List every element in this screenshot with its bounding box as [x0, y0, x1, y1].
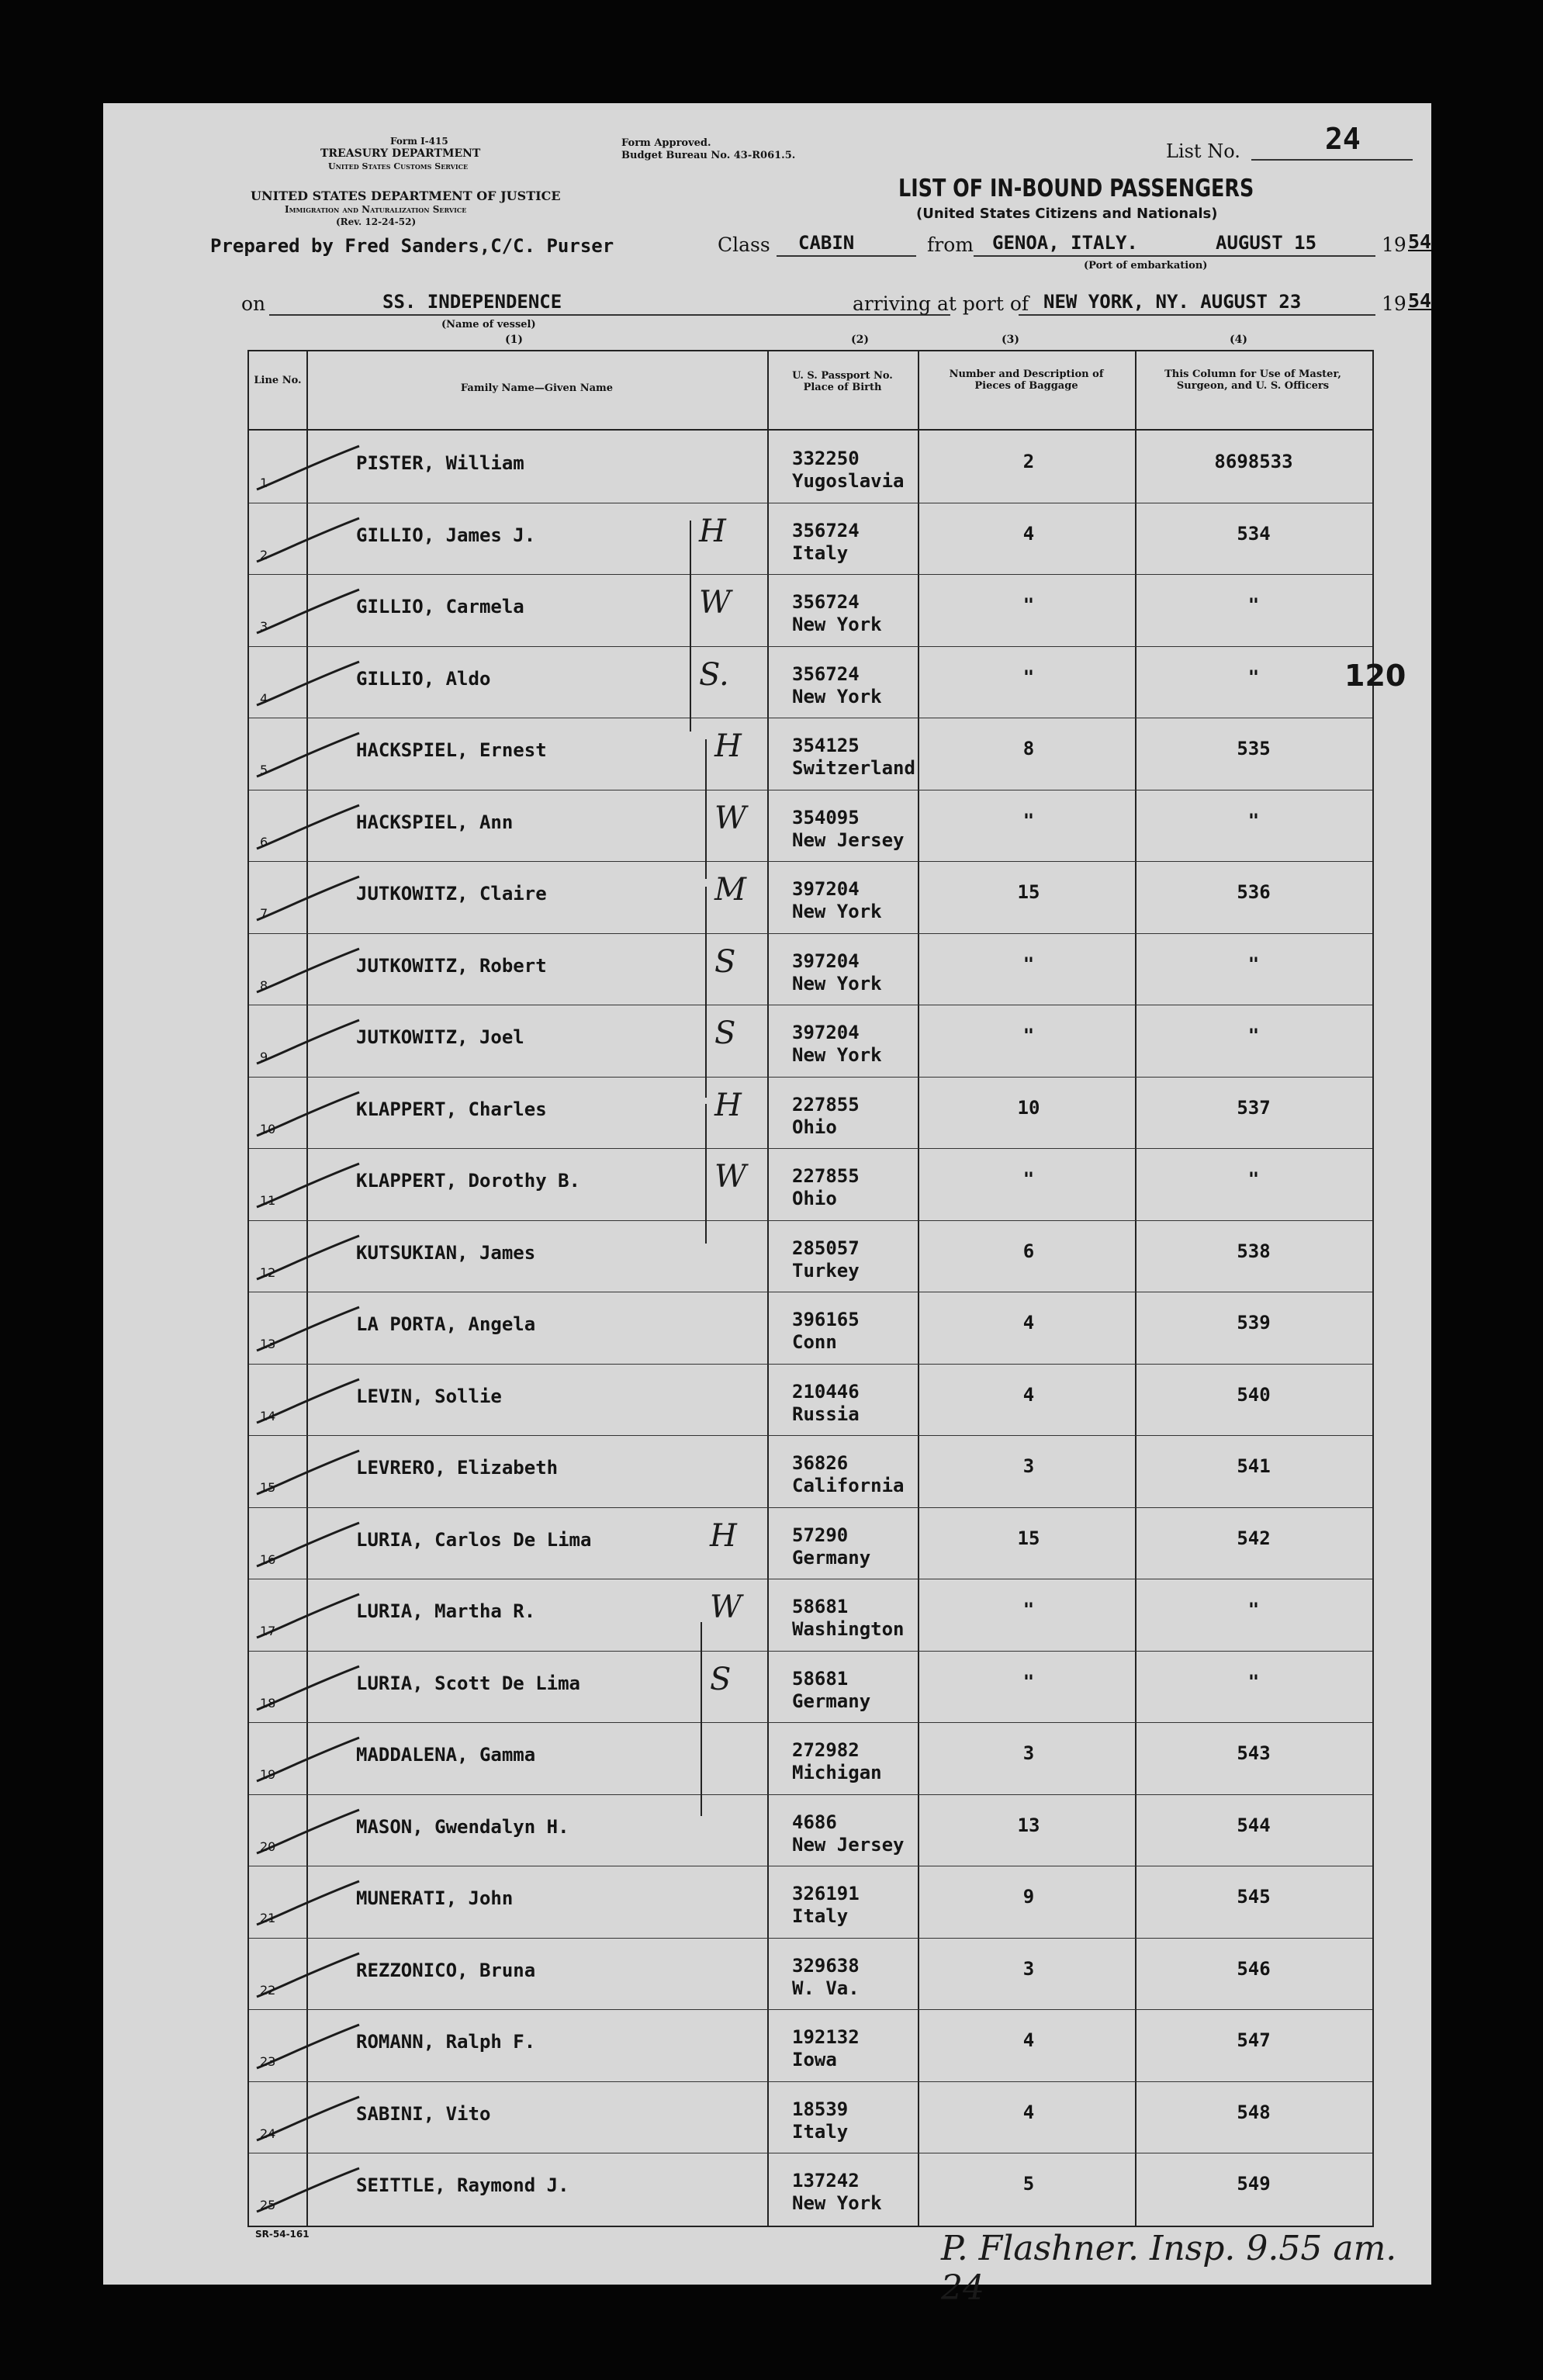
- vessel-name: SS. INDEPENDENCE: [382, 291, 562, 313]
- col-header-name: Family Name—Given Name: [460, 382, 614, 394]
- passenger-name: HACKSPIEL, Ernest: [356, 739, 547, 761]
- passport-birthplace: [792, 1524, 870, 1569]
- on-label: on: [241, 292, 266, 315]
- passport-birthplace: [792, 2098, 848, 2143]
- officer-entry: 543: [1237, 1742, 1271, 1764]
- baggage-count: 4: [1022, 1312, 1035, 1334]
- passport-number: 4686: [792, 1811, 837, 1833]
- baggage-count: 8: [1022, 738, 1035, 759]
- family-bracket: [705, 887, 707, 1098]
- passport-birthplace: [792, 2026, 860, 2071]
- passport-number: 329638: [792, 1954, 860, 1977]
- passenger-name: REZZONICO, Bruna: [356, 1959, 536, 1981]
- line-number: 5: [260, 763, 268, 777]
- arrival-year: 54: [1408, 289, 1432, 312]
- passenger-name: KLAPPERT, Charles: [356, 1098, 547, 1120]
- list-subtitle: (United States Citizens and Nationals): [916, 206, 1218, 222]
- place-of-birth: Iowa: [792, 2049, 837, 2070]
- line-number: 2: [260, 547, 268, 562]
- line-number: 14: [260, 1408, 276, 1424]
- passport-number: 354095: [792, 806, 860, 829]
- officer-entry: ": [1247, 1025, 1260, 1046]
- passport-birthplace: [792, 1165, 860, 1210]
- col-num-1: (1): [505, 334, 523, 346]
- passport-number: 285057: [792, 1237, 860, 1259]
- baggage-count: ": [1022, 666, 1035, 688]
- baggage-count: 15: [1017, 1527, 1040, 1549]
- line-number: 12: [260, 1264, 276, 1280]
- passenger-name: MASON, Gwendalyn H.: [356, 1815, 569, 1838]
- budget-bureau-no: Budget Bureau No. 43-R061.5.: [621, 150, 796, 161]
- officer-entry: 547: [1237, 2029, 1271, 2051]
- passport-number: 356724: [792, 519, 860, 541]
- officer-entry: 548: [1237, 2101, 1271, 2123]
- passport-number: 356724: [792, 662, 860, 685]
- list-no-label: List No.: [1166, 140, 1240, 162]
- passport-birthplace: [792, 1094, 860, 1139]
- family-relation-mark: S: [714, 1015, 736, 1051]
- line-number: 3: [260, 619, 268, 634]
- place-of-birth: Turkey: [792, 1259, 860, 1282]
- place-of-birth: Germany: [792, 1690, 871, 1712]
- passenger-name: GILLIO, Aldo: [356, 667, 491, 690]
- place-of-birth: Conn: [792, 1331, 837, 1353]
- passport-number: 227855: [792, 1165, 860, 1187]
- departure-date: AUGUST 15: [1216, 232, 1317, 254]
- officer-entry: 540: [1237, 1383, 1271, 1406]
- officer-entry: 538: [1237, 1240, 1271, 1262]
- from-label: from: [927, 234, 974, 256]
- passport-birthplace: [792, 950, 882, 995]
- form-number: Form I-415: [390, 136, 448, 147]
- place-of-birth: Italy: [792, 541, 849, 564]
- baggage-count: 6: [1022, 1240, 1035, 1262]
- place-of-birth: Germany: [792, 1546, 871, 1569]
- baggage-count: 15: [1017, 881, 1040, 903]
- table-row: [249, 1220, 1372, 1293]
- passenger-name: LEVRERO, Elizabeth: [356, 1457, 559, 1479]
- passenger-name: JUTKOWITZ, Claire: [356, 883, 547, 905]
- passenger-name: KLAPPERT, Dorothy B.: [356, 1170, 580, 1192]
- passenger-name: LURIA, Carlos De Lima: [356, 1528, 592, 1551]
- officer-entry: 545: [1237, 1886, 1271, 1908]
- officer-entry: ": [1247, 666, 1260, 688]
- passport-birthplace: [792, 878, 882, 923]
- class-value: CABIN: [798, 232, 855, 254]
- officer-entry: 536: [1237, 881, 1271, 903]
- place-of-birth: Michigan: [792, 1762, 882, 1783]
- passenger-name: ROMANN, Ralph F.: [356, 2031, 536, 2053]
- baggage-count: 4: [1022, 2101, 1035, 2123]
- port-of-embarkation: GENOA, ITALY.: [992, 232, 1138, 254]
- table-row: [249, 1077, 1372, 1150]
- passport-number: 356724: [792, 591, 860, 613]
- passport-number: 272982: [792, 1739, 860, 1761]
- passport-number: 227855: [792, 1093, 860, 1116]
- table-row: [249, 1435, 1372, 1508]
- passenger-name: JUTKOWITZ, Robert: [356, 954, 547, 977]
- col-header-line-no: Line No.: [254, 375, 302, 386]
- passport-number: 192132: [792, 2026, 860, 2048]
- passenger-name: LEVIN, Sollie: [356, 1385, 502, 1407]
- passport-birthplace: [792, 1309, 860, 1354]
- officer-entry: 544: [1237, 1814, 1271, 1836]
- table-row: [249, 503, 1372, 576]
- passport-number: 210446: [792, 1380, 860, 1403]
- family-relation-mark: S: [714, 943, 736, 980]
- col-header-passport: U. S. Passport No. Place of Birth: [792, 370, 893, 393]
- passenger-name: SABINI, Vito: [356, 2102, 491, 2125]
- passenger-name: GILLIO, James J.: [356, 524, 536, 546]
- place-of-birth: New York: [792, 2192, 882, 2214]
- passport-number: 354125: [792, 735, 860, 756]
- family-relation-mark: W: [699, 585, 732, 621]
- officer-entry: ": [1247, 953, 1260, 975]
- table-row: [249, 1651, 1372, 1724]
- year-prefix: 19: [1382, 234, 1406, 256]
- passport-birthplace: [792, 1811, 905, 1856]
- officer-entry: ": [1247, 809, 1260, 832]
- passport-birthplace: [792, 1452, 905, 1497]
- place-of-birth: New York: [792, 685, 882, 707]
- family-relation-mark: S.: [699, 656, 729, 693]
- family-relation-mark: M: [714, 872, 746, 908]
- place-of-birth: Italy: [792, 1905, 849, 1927]
- place-of-birth: Ohio: [792, 1116, 837, 1138]
- place-of-birth: Italy: [792, 2120, 849, 2143]
- table-row: [249, 2153, 1372, 2225]
- col-header-officers: This Column for Use of Master, Surgeon, and U. S. Officers: [1164, 368, 1341, 392]
- baggage-count: 4: [1022, 1383, 1035, 1406]
- form-revision: (Rev. 12-24-52): [336, 216, 417, 227]
- passport-number: 326191: [792, 1883, 860, 1904]
- officer-entry: 535: [1237, 738, 1271, 759]
- officer-entry: 542: [1237, 1527, 1271, 1549]
- col-num-2: (2): [851, 334, 869, 346]
- list-title: LIST OF IN-BOUND PASSENGERS: [898, 175, 1254, 202]
- prepared-by: Prepared by Fred Sanders,C/C. Purser: [210, 235, 614, 257]
- officer-entry: ": [1247, 1599, 1260, 1621]
- passport-birthplace: [792, 1955, 860, 2000]
- passport-birthplace: [792, 1668, 870, 1713]
- place-of-birth: Washington: [792, 1618, 905, 1640]
- baggage-count: 3: [1022, 1742, 1035, 1764]
- passport-birthplace: [792, 1883, 860, 1928]
- officer-entry: 539: [1237, 1312, 1271, 1334]
- line-number: 21: [260, 1911, 276, 1925]
- port-caption: (Port of embarkation): [1084, 260, 1208, 272]
- family-relation-mark: S: [710, 1661, 732, 1697]
- arrival-year-prefix: 19: [1382, 292, 1406, 315]
- family-bracket: [690, 521, 691, 732]
- table-row: [249, 1148, 1372, 1221]
- manifest-page: [103, 103, 1432, 2308]
- line-number: 15: [260, 1480, 276, 1495]
- agency-customs: United States Customs Service: [328, 161, 469, 171]
- officer-entry: 546: [1237, 1957, 1271, 1980]
- list-no-value: 24: [1325, 122, 1361, 156]
- table-row: [249, 718, 1372, 790]
- place-of-birth: California: [792, 1475, 905, 1496]
- place-of-birth: New York: [792, 972, 882, 995]
- passenger-name: KUTSUKIAN, James: [356, 1241, 536, 1264]
- line-number: 6: [260, 834, 268, 849]
- line-number: 1: [260, 476, 268, 490]
- family-relation-mark: H: [699, 513, 726, 549]
- place-of-birth: Ohio: [792, 1188, 837, 1209]
- family-relation-mark: W: [710, 1590, 742, 1625]
- officer-entry: ": [1247, 1168, 1260, 1190]
- agency-treasury: TREASURY DEPARTMENT: [320, 147, 481, 160]
- line-number: 13: [260, 1337, 276, 1351]
- line-number: 16: [260, 1551, 276, 1567]
- table-row: [249, 861, 1372, 934]
- passport-birthplace: [792, 520, 860, 565]
- passenger-name: HACKSPIEL, Ann: [356, 811, 514, 833]
- baggage-count: ": [1022, 1168, 1035, 1190]
- line-number: 7: [260, 906, 268, 921]
- class-label: Class: [718, 234, 770, 256]
- line-number: 17: [260, 1624, 276, 1638]
- place-of-birth: Yugoslavia: [792, 470, 905, 492]
- passport-birthplace: [792, 1022, 882, 1067]
- col-num-4: (4): [1230, 334, 1247, 346]
- family-bracket: [705, 1104, 707, 1244]
- passport-birthplace: [792, 807, 905, 852]
- place-of-birth: New York: [792, 614, 882, 635]
- passport-number: 57290: [792, 1524, 849, 1546]
- line-number: 8: [260, 977, 268, 993]
- family-relation-mark: W: [714, 800, 747, 836]
- line-number: 25: [260, 2198, 276, 2212]
- table-row: [249, 933, 1372, 1006]
- officer-entry: 534: [1237, 522, 1271, 545]
- passport-birthplace: [792, 1596, 905, 1641]
- passenger-name: LA PORTA, Angela: [356, 1313, 536, 1335]
- place-of-birth: New Jersey: [792, 829, 905, 851]
- passenger-name: JUTKOWITZ, Joel: [356, 1026, 524, 1048]
- officer-entry: 8698533: [1214, 451, 1293, 472]
- family-relation-mark: W: [714, 1159, 747, 1195]
- baggage-count: 4: [1022, 2029, 1035, 2051]
- passenger-name: GILLIO, Carmela: [356, 596, 524, 617]
- officer-entry: 537: [1237, 1096, 1271, 1119]
- line-number: 11: [260, 1193, 276, 1208]
- baggage-count: 13: [1017, 1814, 1040, 1836]
- agency-justice: UNITED STATES DEPARTMENT OF JUSTICE: [251, 189, 561, 203]
- table-row: [249, 1005, 1372, 1078]
- family-bracket: [701, 1622, 702, 1816]
- baggage-count: ": [1022, 594, 1035, 616]
- table-row: [249, 1579, 1372, 1652]
- passport-birthplace: [792, 591, 882, 636]
- place-of-birth: Switzerland: [792, 757, 915, 779]
- line-number: 20: [260, 1839, 276, 1854]
- passport-number: 332250: [792, 448, 860, 469]
- passenger-name: LURIA, Scott De Lima: [356, 1672, 580, 1694]
- line-number: 24: [260, 2126, 276, 2141]
- place-of-birth: New York: [792, 1044, 882, 1066]
- passenger-name: PISTER, William: [356, 452, 524, 474]
- passenger-name: LURIA, Martha R.: [356, 1600, 536, 1622]
- passport-number: 396165: [792, 1309, 860, 1330]
- passenger-name: SEITTLE, Raymond J.: [356, 2174, 569, 2196]
- table-row: [249, 790, 1372, 863]
- departure-year: 54: [1408, 230, 1432, 253]
- passport-number: 137242: [792, 2170, 860, 2191]
- table-row: [249, 431, 1372, 503]
- baggage-count: 5: [1022, 2173, 1035, 2195]
- baggage-count: ": [1022, 1025, 1035, 1046]
- line-number: 18: [260, 1695, 276, 1711]
- table-row: [249, 1507, 1372, 1580]
- passport-number: 397204: [792, 878, 860, 900]
- baggage-count: ": [1022, 1670, 1035, 1693]
- officer-entry: 549: [1237, 2173, 1271, 2195]
- table-row: [249, 2081, 1372, 2154]
- arrival-port-date: NEW YORK, NY. AUGUST 23: [1043, 291, 1302, 313]
- family-bracket: [705, 739, 707, 879]
- place-of-birth: W. Va.: [792, 1977, 860, 1999]
- passport-number: 397204: [792, 1022, 860, 1043]
- officer-entry: ": [1247, 1670, 1260, 1693]
- arriving-label: arriving at port of: [853, 292, 1029, 315]
- table-row: [249, 646, 1372, 719]
- passport-number: 58681: [792, 1667, 849, 1690]
- baggage-count: 3: [1022, 1957, 1035, 1980]
- table-row: [249, 1794, 1372, 1867]
- table-row: [249, 574, 1372, 647]
- line-number: 22: [260, 1982, 276, 1998]
- place-of-birth: New York: [792, 901, 882, 922]
- passport-number: 397204: [792, 950, 860, 972]
- table-row: [249, 2009, 1372, 2082]
- passport-birthplace: [792, 2170, 882, 2215]
- baggage-count: ": [1022, 809, 1035, 832]
- baggage-count: ": [1022, 953, 1035, 975]
- place-of-birth: Russia: [792, 1403, 860, 1425]
- form-approved: Form Approved.: [621, 137, 711, 149]
- line-number: 4: [260, 690, 268, 706]
- officer-entry: ": [1247, 594, 1260, 616]
- table-body: [249, 431, 1372, 2226]
- agency-ins: Immigration and Naturalization Service: [285, 204, 467, 215]
- inspector-signature: P. Flashner. Insp. 9.55 am. 24: [941, 2229, 1397, 2308]
- col-num-3: (3): [1002, 334, 1019, 346]
- passenger-name: MADDALENA, Gamma: [356, 1744, 536, 1766]
- family-relation-mark: H: [714, 1087, 742, 1123]
- baggage-count: 2: [1022, 451, 1035, 472]
- table-row: [249, 1364, 1372, 1437]
- baggage-count: ": [1022, 1599, 1035, 1621]
- vessel-caption: (Name of vessel): [441, 319, 536, 330]
- passport-number: 18539: [792, 2098, 849, 2120]
- passport-birthplace: [792, 1739, 882, 1784]
- table-row: [249, 1938, 1372, 2011]
- form-code: SR-54-161: [255, 2229, 310, 2240]
- family-relation-mark: H: [710, 1517, 737, 1554]
- baggage-count: 4: [1022, 522, 1035, 545]
- passport-birthplace: [792, 663, 882, 708]
- passport-birthplace: [792, 735, 915, 780]
- col-header-baggage: Number and Description of Pieces of Baggage: [949, 368, 1104, 392]
- line-number: 19: [260, 1767, 276, 1782]
- baggage-count: 10: [1017, 1096, 1040, 1119]
- line-number: 23: [260, 2054, 276, 2069]
- passport-birthplace: [792, 448, 905, 493]
- baggage-count: 9: [1022, 1886, 1035, 1908]
- passenger-table: [247, 350, 1374, 2227]
- place-of-birth: New Jersey: [792, 1833, 905, 1856]
- table-row: [249, 1722, 1372, 1795]
- passport-number: 58681: [792, 1596, 849, 1617]
- baggage-count: 3: [1022, 1455, 1035, 1477]
- line-number: 9: [260, 1050, 268, 1064]
- passport-birthplace: [792, 1237, 860, 1282]
- table-row: [249, 1292, 1372, 1365]
- passport-birthplace: [792, 1381, 860, 1426]
- passport-number: 36826: [792, 1452, 849, 1474]
- table-row: [249, 1866, 1372, 1939]
- passenger-name: MUNERATI, John: [356, 1887, 514, 1909]
- line-number: 10: [260, 1121, 276, 1136]
- family-relation-mark: H: [714, 728, 742, 764]
- stamp-number: 120: [1344, 659, 1406, 693]
- officer-entry: 541: [1237, 1455, 1271, 1477]
